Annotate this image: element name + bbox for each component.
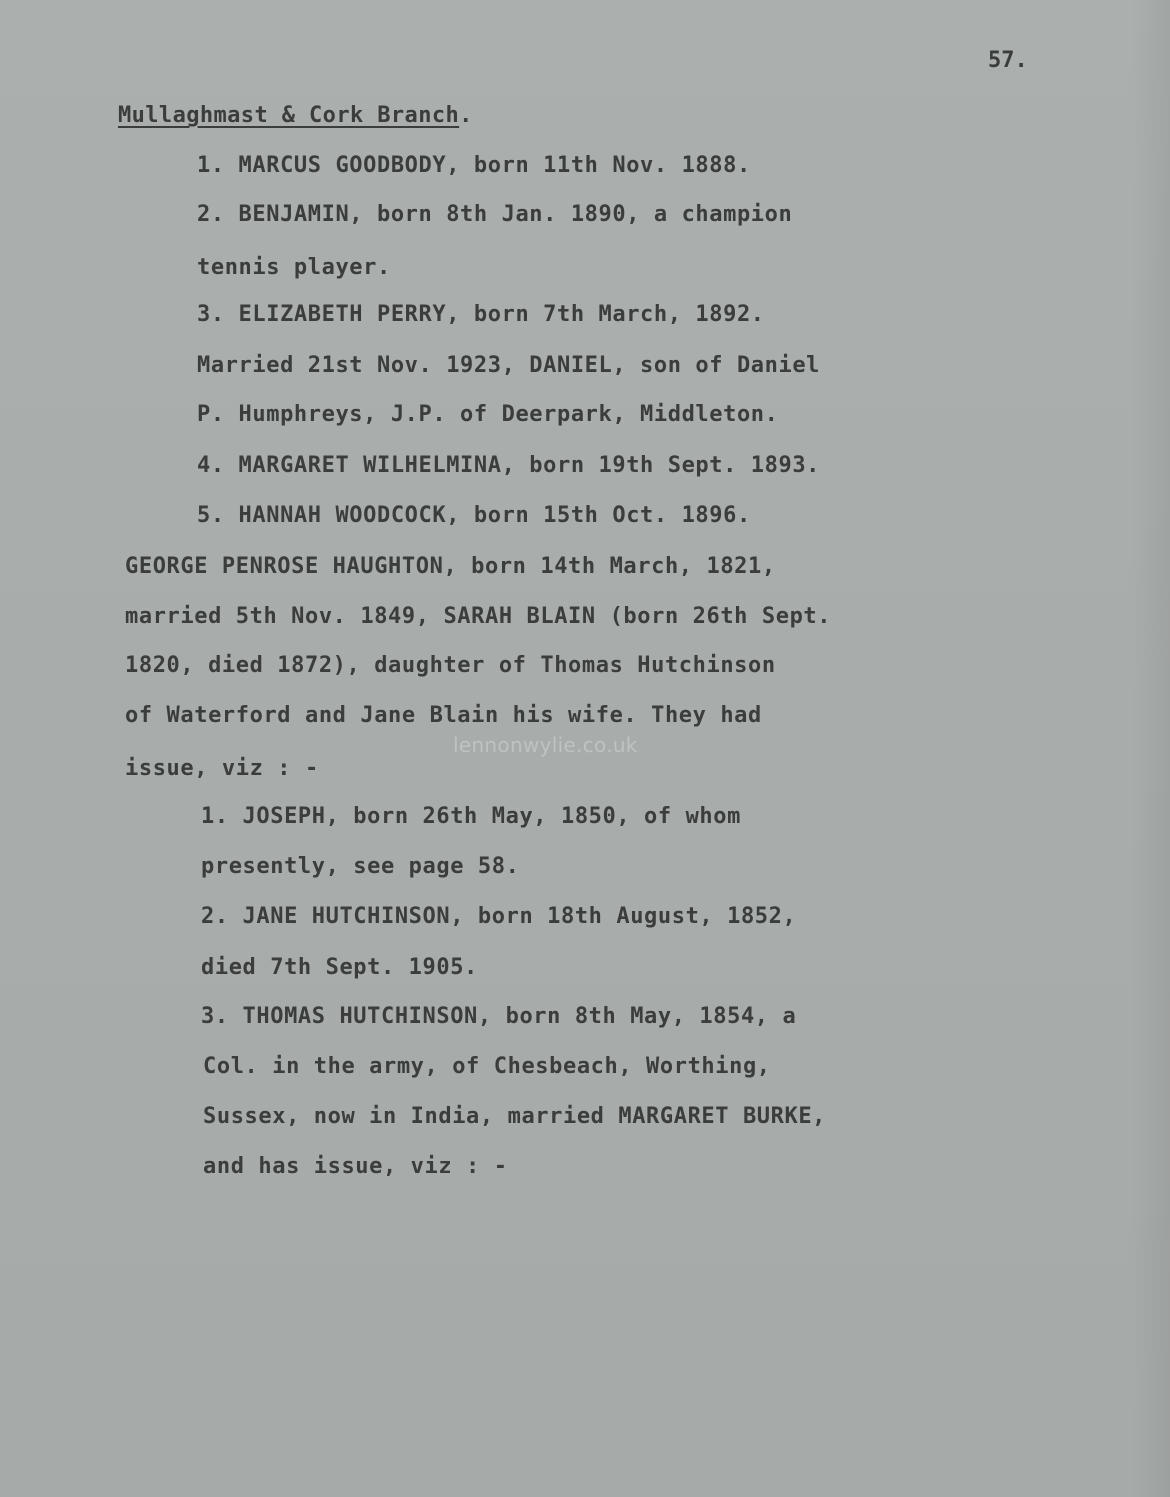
entry-line-15: presently, see page 58.	[201, 854, 520, 879]
section-heading-period: .	[459, 103, 473, 128]
section-heading-title: Mullaghmast & Cork Branch	[118, 103, 460, 128]
entry-line-19: Col. in the army, of Chesbeach, Worthing,	[203, 1054, 771, 1079]
entry-line-18: 3. THOMAS HUTCHINSON, born 8th May, 1854, a	[201, 1004, 797, 1029]
entry-line-5: Married 21st Nov. 1923, DANIEL, son of Daniel	[197, 353, 821, 378]
watermark: lennonwylie.co.uk	[453, 733, 638, 757]
entry-line-20: Sussex, now in India, married MARGARET BURKE,	[203, 1104, 827, 1129]
page-number: 57.	[988, 48, 1028, 73]
entry-line-6: P. Humphreys, J.P. of Deerpark, Middleton.	[197, 402, 779, 427]
entry-line-16: 2. JANE HUTCHINSON, born 18th August, 1852,	[201, 904, 797, 929]
entry-line-1: 1. MARCUS GOODBODY, born 11th Nov. 1888.	[197, 153, 751, 178]
entry-line-3: tennis player.	[197, 255, 391, 280]
entry-line-12: of Waterford and Jane Blain his wife. They had	[125, 703, 762, 728]
entry-line-21: and has issue, viz : -	[203, 1154, 508, 1179]
section-heading	[118, 103, 473, 128]
entry-line-8: 5. HANNAH WOODCOCK, born 15th Oct. 1896.	[197, 503, 751, 528]
entry-line-11: 1820, died 1872), daughter of Thomas Hutchinson	[125, 653, 776, 678]
entry-line-13: issue, viz : -	[125, 756, 319, 781]
entry-line-14: 1. JOSEPH, born 26th May, 1850, of whom	[201, 804, 741, 829]
page-edge-shadow	[1130, 0, 1170, 1497]
entry-line-4: 3. ELIZABETH PERRY, born 7th March, 1892.	[197, 302, 765, 327]
entry-line-10: married 5th Nov. 1849, SARAH BLAIN (born 26th Sept.	[125, 604, 832, 629]
entry-line-9: GEORGE PENROSE HAUGHTON, born 14th March, 1821,	[125, 554, 776, 579]
entry-line-2: 2. BENJAMIN, born 8th Jan. 1890, a champion	[197, 202, 793, 227]
entry-line-17: died 7th Sept. 1905.	[201, 955, 478, 980]
entry-line-7: 4. MARGARET WILHELMINA, born 19th Sept. 1893.	[197, 453, 821, 478]
